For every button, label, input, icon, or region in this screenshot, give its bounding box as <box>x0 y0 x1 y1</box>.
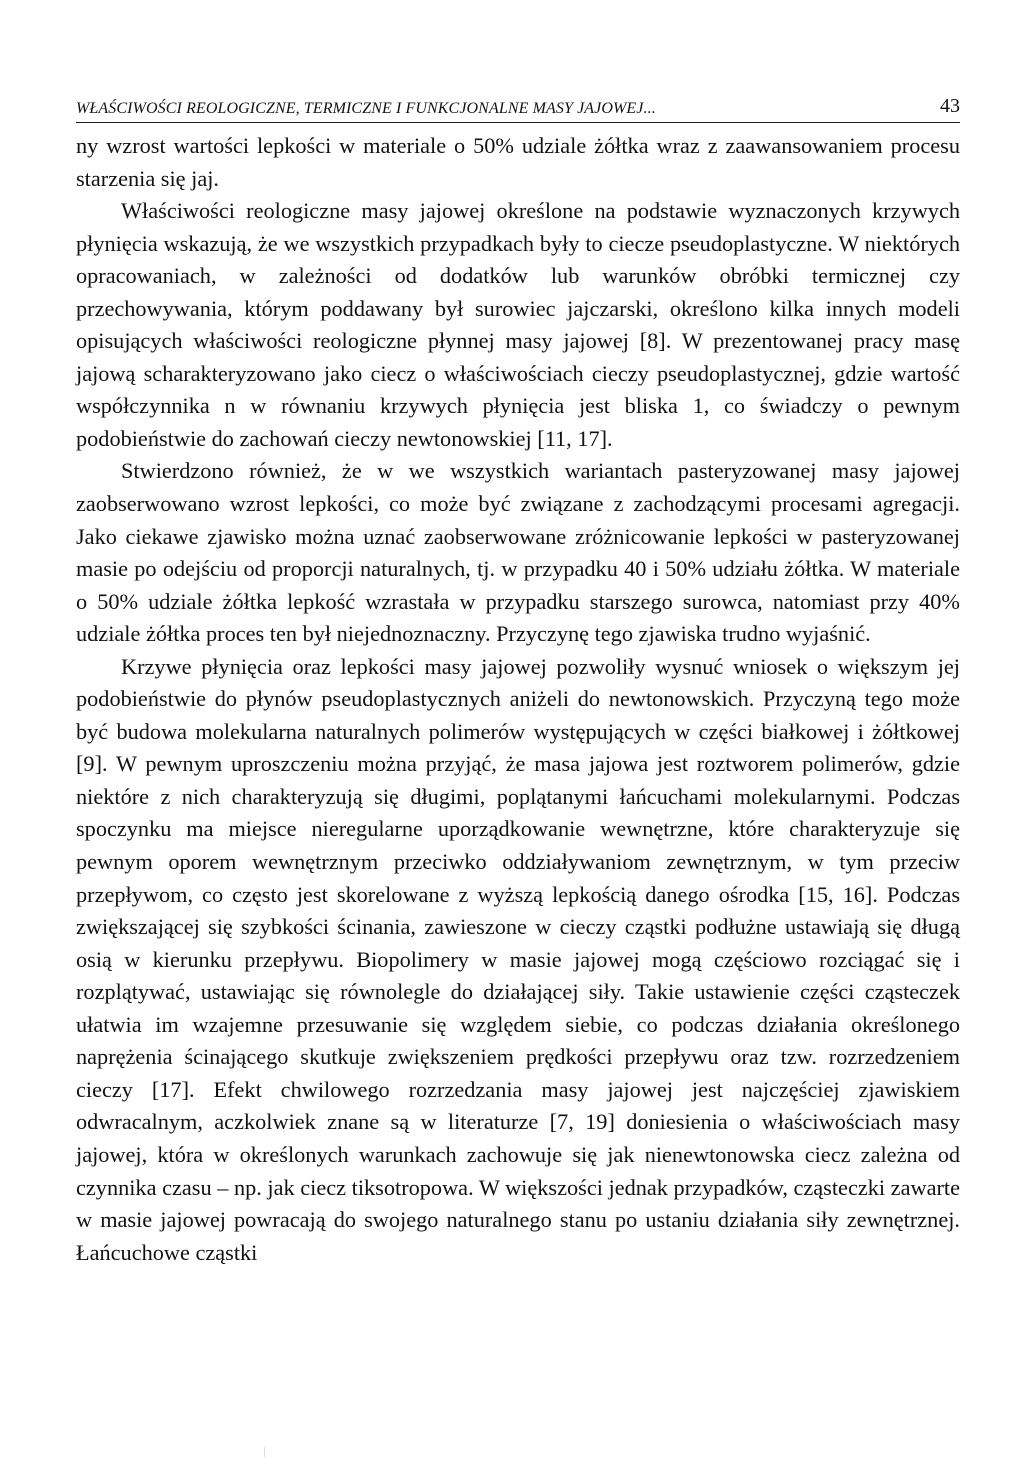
paragraph: Krzywe płynięcia oraz lepkości masy jajowej pozwoliły wysnuć wniosek o większym jej podobieństwie do płynów pseudoplastycznych aniżeli do newtonowskich. Przyczyną tego może być budowa molekularna naturalnych polimerów występujących w części białkowej i żółtkowej [9]. W pewnym uproszczeniu można przyjąć, że masa jajowa jest roztworem polimerów, gdzie niektóre z nich charakteryzują się długimi, poplątanymi łańcuchami molekularnymi. Podczas spoczynku ma miejsce nieregularne uporządkowanie wewnętrzne, które charakteryzuje się pewnym oporem wewnętrznym przeciwko oddziaływaniom zewnętrznym, w tym przeciw przepływom, co często jest skorelowane z wyższą lepkością danego ośrodka [15, 16]. Podczas zwiększającej się szybkości ścinania, zawieszone w cieczy cząstki podłużne ustawiają się długą osią w kierunku przepływu. Biopolimery w masie jajowej mogą częściowo rozciągać się i rozplątywać, ustawiając się równolegle do działającej siły. Takie ustawienie części cząsteczek ułatwia im wzajemne przesuwanie się względem siebie, co podczas działania określonego naprężenia ścinającego skutkuje zwiększeniem prędkości przepływu oraz tzw. rozrzedzeniem cieczy [17]. Efekt chwilowego rozrzedzania masy jajowej jest najczęściej zjawiskiem odwracalnym, aczkolwiek znane są w literaturze [7, 19] doniesienia o właściwościach masy jajowej, która w określonych warunkach zachowuje się jak nienewtonowska ciecz zależna od czynnika czasu – np. jak ciecz tiksotropowa. W większości jednak przypadków, cząsteczki zawarte w masie jajowej powracają do swojego naturalnego stanu po ustaniu działania siły zewnętrznej. Łańcuchowe cząstki <box>76 653 960 1265</box>
paragraph: Stwierdzono również, że w we wszystkich wariantach pasteryzowanej masy jajowej zaobserwowano wzrost lepkości, co może być związane z zachodzącymi procesami agregacji. Jako ciekawe zjawisko można uznać zaobserwowane zróżnicowanie lepkości w pasteryzowanej masie po odejściu od proporcji naturalnych, tj. w przypadku 40 i 50% udziału żółtka. W materiale o 50% udziale żółtka lepkość wzrastała w przypadku starszego surowca, natomiast przy 40% udziale żółtka proces ten był niejednoznaczny. Przyczynę tego zjawiska trudno wyjaśnić. <box>76 458 960 647</box>
running-header <box>76 86 960 123</box>
document-page <box>76 86 960 1269</box>
scan-artifact <box>264 1447 270 1457</box>
paragraph: Właściwości reologiczne masy jajowej określone na podstawie wyznaczonych krzywych płynięcia wskazują, że we wszystkich przypadkach były to ciecze pseudoplastyczne. W niektórych opracowaniach, w zależności od dodatków lub warunków obróbki termicznej czy przechowywania, którym poddawany był surowiec jajczarski, określono kilka innych modeli opisujących właściwości reologiczne płynnej masy jajowej [8]. W prezentowanej pracy masę jajową scharakteryzowano jako ciecz o właściwościach cieczy pseudoplastycznej, gdzie wartość współczynnika n w równaniu krzywych płynięcia jest bliska 1, co świadczy o pewnym podobieństwie do zachowań cieczy newtonowskiej [11, 17]. <box>76 198 960 451</box>
paragraph-continuation: ny wzrost wartości lepkości w materiale o 50% udziale żółtka wraz z zaawansowaniem procesu starzenia się jaj. <box>76 133 960 191</box>
running-title: WŁAŚCIWOŚCI REOLOGICZNE, TERMICZNE I FUNKCJONALNE MASY JAJOWEJ... <box>76 100 656 117</box>
body-text <box>76 130 960 1269</box>
page-number: 43 <box>940 95 960 117</box>
